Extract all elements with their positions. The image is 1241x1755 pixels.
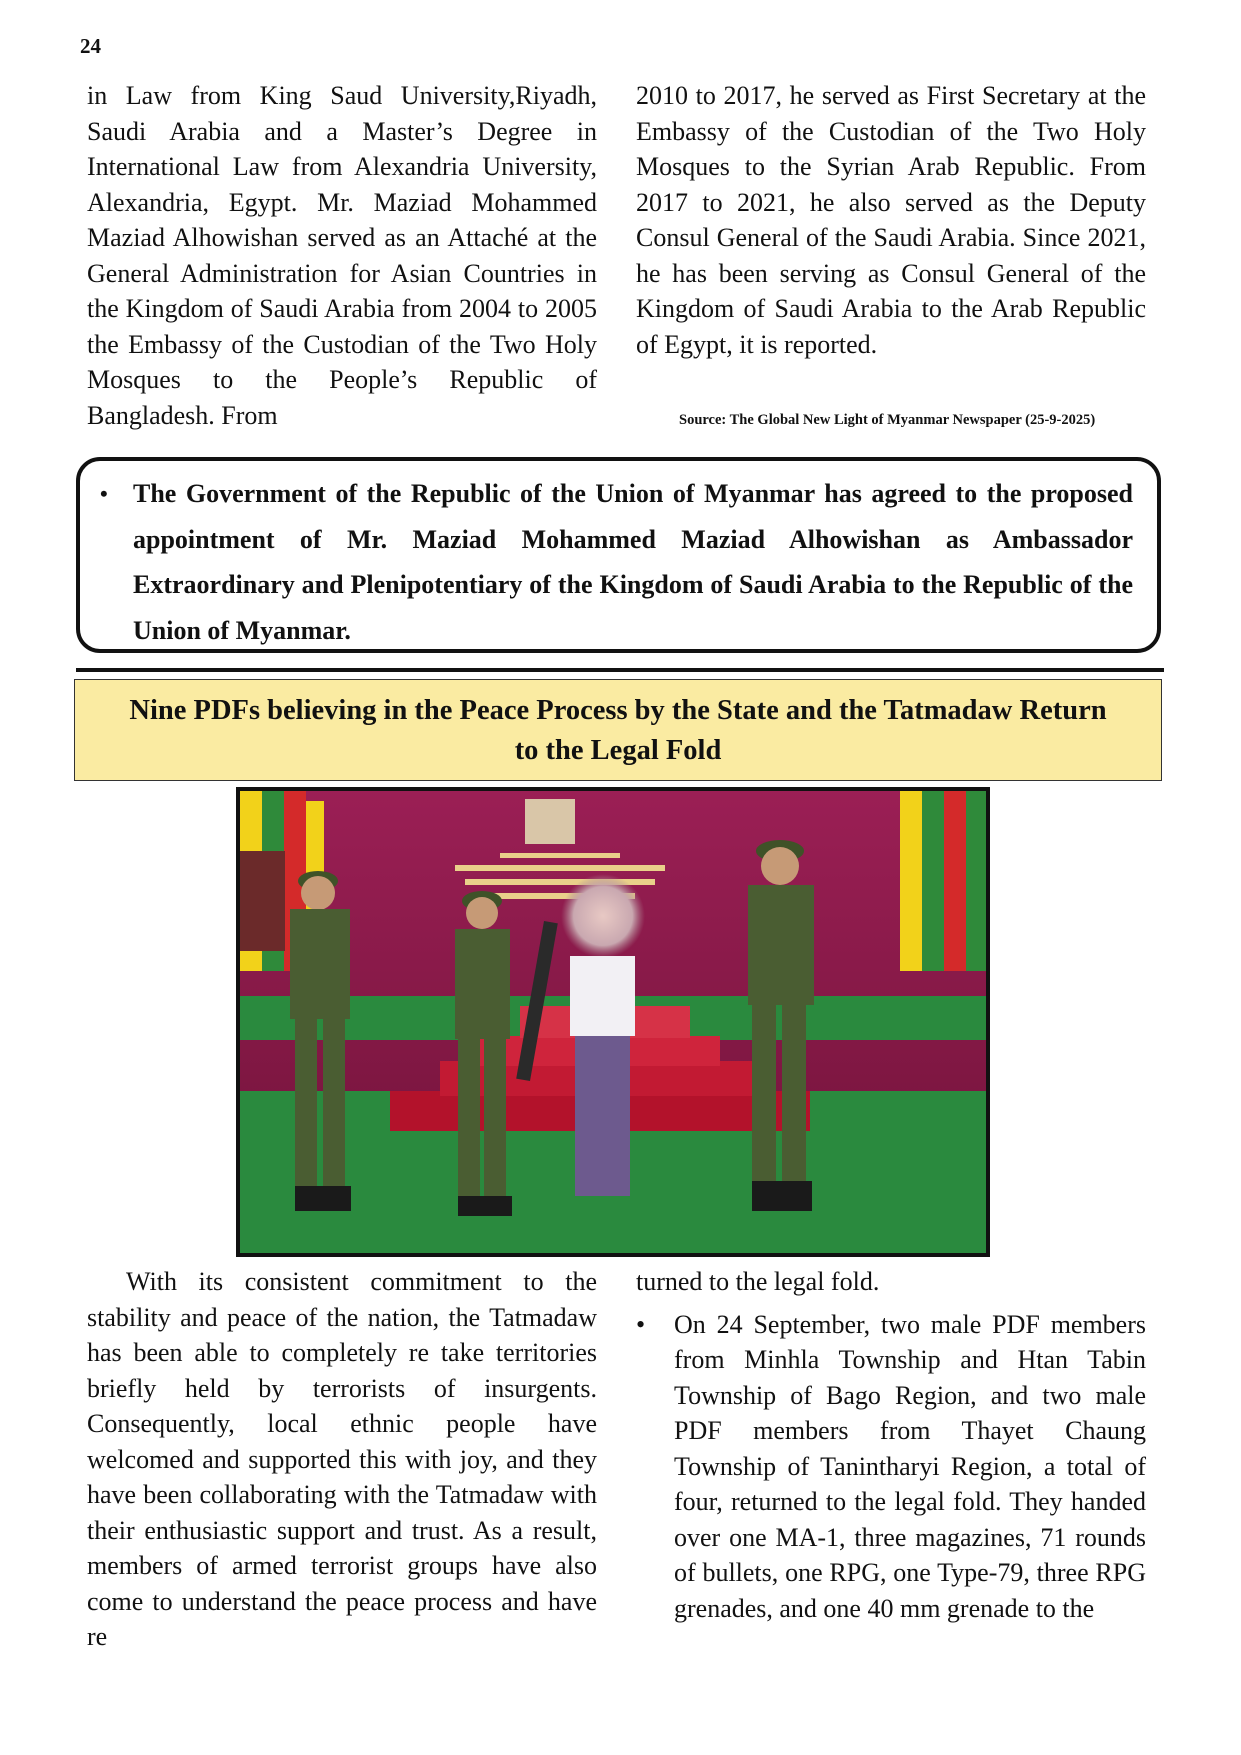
article2-bullet-text: On 24 September, two male PDF members from Minhla Township and Htan Tabin Township of Bago Region, and two male PDF members from Thayet Chaung Township of Tanintharyi Region, a total of four, returned to the legal fold. They handed over one MA-1, three magazines, 71 rounds of bullets, one RPG, one Type-79, three RPG grenades, and one 40 mm grenade to the <box>674 1309 1146 1623</box>
article2-left-column <box>87 1264 597 1655</box>
news-photo <box>236 787 990 1257</box>
flags-right <box>900 791 986 971</box>
article1-right-column <box>636 78 1146 362</box>
article2-bullet-item <box>636 1307 1146 1627</box>
page-number: 24 <box>80 34 101 58</box>
portrait-frame <box>525 799 575 844</box>
podium <box>240 851 285 951</box>
article2-continuation: turned to the legal fold. <box>636 1267 880 1296</box>
headline-line-2: to the Legal Fold <box>514 735 722 766</box>
article2-right-column <box>636 1264 1146 1626</box>
announcement-callout-box <box>76 457 1161 653</box>
callout-item <box>100 471 1133 653</box>
source-citation: Source: The Global New Light of Myanmar Newspaper (25-9-2025) <box>679 412 1096 428</box>
bullet-icon: • <box>100 481 108 506</box>
section-divider <box>76 668 1164 672</box>
article1-right-text: 2010 to 2017, he served as First Secretary at the Embassy of the Custodian of the Two Holy Mosques to the Syrian Arab Republic. From 2017 to 2021, he also served as the Deputy Consul General of the Saudi Arabia. Since 2021, he has been serving as Consul General of the Kingdom of Saudi Arabia to the Arab Republic of Egypt, it is reported. <box>636 81 1146 359</box>
headline-line-1: Nine PDFs believing in the Peace Process by the State and the Tatmadaw Return <box>129 695 1107 726</box>
callout-text: The Government of the Republic of the Union of Myanmar has agreed to the proposed appointment of Mr. Maziad Mohammed Maziad Alhowishan as Ambassador Extraordinary and Plenipotentiary of the Kingdom of Saudi Arabia to the Republic of the Union of Myanmar. <box>133 479 1133 645</box>
article1-left-column <box>87 78 597 433</box>
article-headline <box>74 679 1162 781</box>
article2-left-text: With its consistent commitment to the stability and peace of the nation, the Tatmadaw has been able to completely re take territories briefly held by terrorists of insurgents. Consequently, local ethnic people have welcomed and supported this with joy, and they have been collaborating with the Tatmadaw with their enthusiastic support and trust. As a result, members of armed terrorist groups have also come to understand the peace process and have re <box>87 1267 597 1651</box>
bullet-icon: • <box>636 1309 646 1339</box>
article1-left-text: in Law from King Saud University,Riyadh, Saudi Arabia and a Master’s Degree in International Law from Alexandria University, Alexandria, Egypt. Mr. Maziad Mohammed Maziad Alhowishan served as an Attaché at the General Administration for Asian Countries in the Kingdom of Saudi Arabia from 2004 to 2005 the Embassy of the Custodian of the Two Holy Mosques to the People’s Republic of Bangladesh. From <box>87 81 597 430</box>
